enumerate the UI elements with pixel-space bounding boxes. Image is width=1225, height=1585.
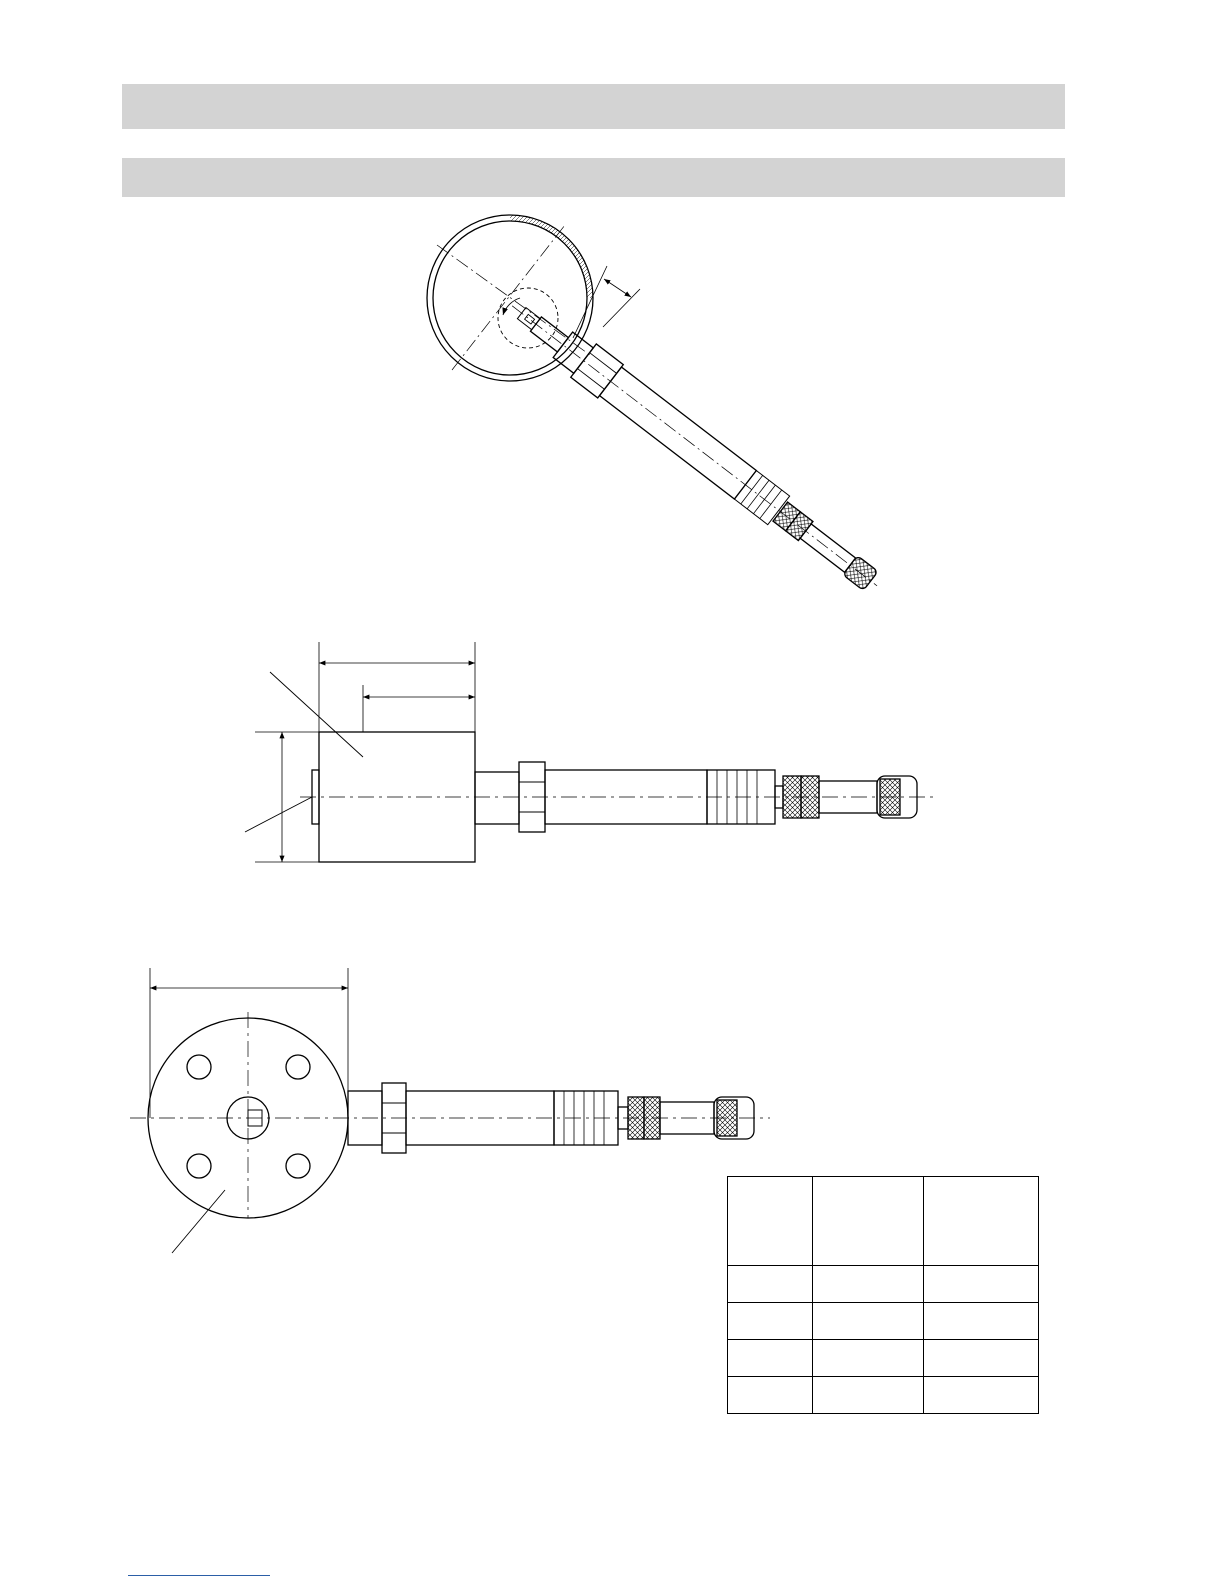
probe-connector-knurl-3a: [628, 1097, 644, 1139]
insertion-dimension: [604, 279, 631, 297]
bolt-hole-3: [187, 1154, 211, 1178]
footer-link-underline[interactable]: [128, 1575, 270, 1576]
probe-tip-circle: [498, 288, 558, 348]
probe-connector-knurl-3b: [644, 1097, 660, 1139]
table-cell: [813, 1377, 924, 1414]
table-cell: [924, 1177, 1039, 1266]
probe-collar-2: [475, 772, 519, 824]
bolt-hole-4: [286, 1154, 310, 1178]
table-cell: [924, 1340, 1039, 1377]
probe-cable-gland: [843, 556, 878, 591]
pipe-inner: [433, 221, 587, 375]
rotation-arrow: [503, 298, 520, 315]
table-cell: [728, 1266, 813, 1303]
table-cell: [813, 1340, 924, 1377]
table-cell: [813, 1266, 924, 1303]
table-cell: [728, 1303, 813, 1340]
face-leader: [245, 797, 312, 832]
bolt-hole-2: [286, 1055, 310, 1079]
table-cell: [813, 1177, 924, 1266]
pipe-view: [427, 215, 890, 603]
probe-connector-knurl-2a: [783, 776, 801, 818]
flange-leader: [172, 1190, 225, 1253]
pipe-wall-hatch: [510, 215, 593, 298]
table-row: [728, 1266, 1039, 1303]
table-row: [728, 1377, 1039, 1414]
probe-body: [600, 367, 757, 499]
probe-connector-knurl-2b: [801, 776, 819, 818]
pipe-centerline-2: [452, 225, 565, 370]
table-cell: [924, 1266, 1039, 1303]
cylinder-body-view: [245, 642, 935, 862]
table-header-row: [728, 1177, 1039, 1266]
table-cell: [924, 1303, 1039, 1340]
table-cell: [728, 1377, 813, 1414]
probe-cable-sleeve: [800, 524, 855, 572]
table-cell: [813, 1303, 924, 1340]
table-cell: [728, 1340, 813, 1377]
flange-body-view: [130, 968, 770, 1253]
table-row: [728, 1340, 1039, 1377]
table-cell: [924, 1377, 1039, 1414]
probe-tip-slot: [517, 308, 540, 330]
dimension-table: [727, 1176, 1039, 1414]
table-cell: [728, 1177, 813, 1266]
table-row: [728, 1303, 1039, 1340]
body-leader: [270, 672, 363, 757]
bolt-hole-1: [187, 1055, 211, 1079]
probe-axis: [512, 306, 877, 586]
insertion-ext-2: [603, 289, 640, 327]
